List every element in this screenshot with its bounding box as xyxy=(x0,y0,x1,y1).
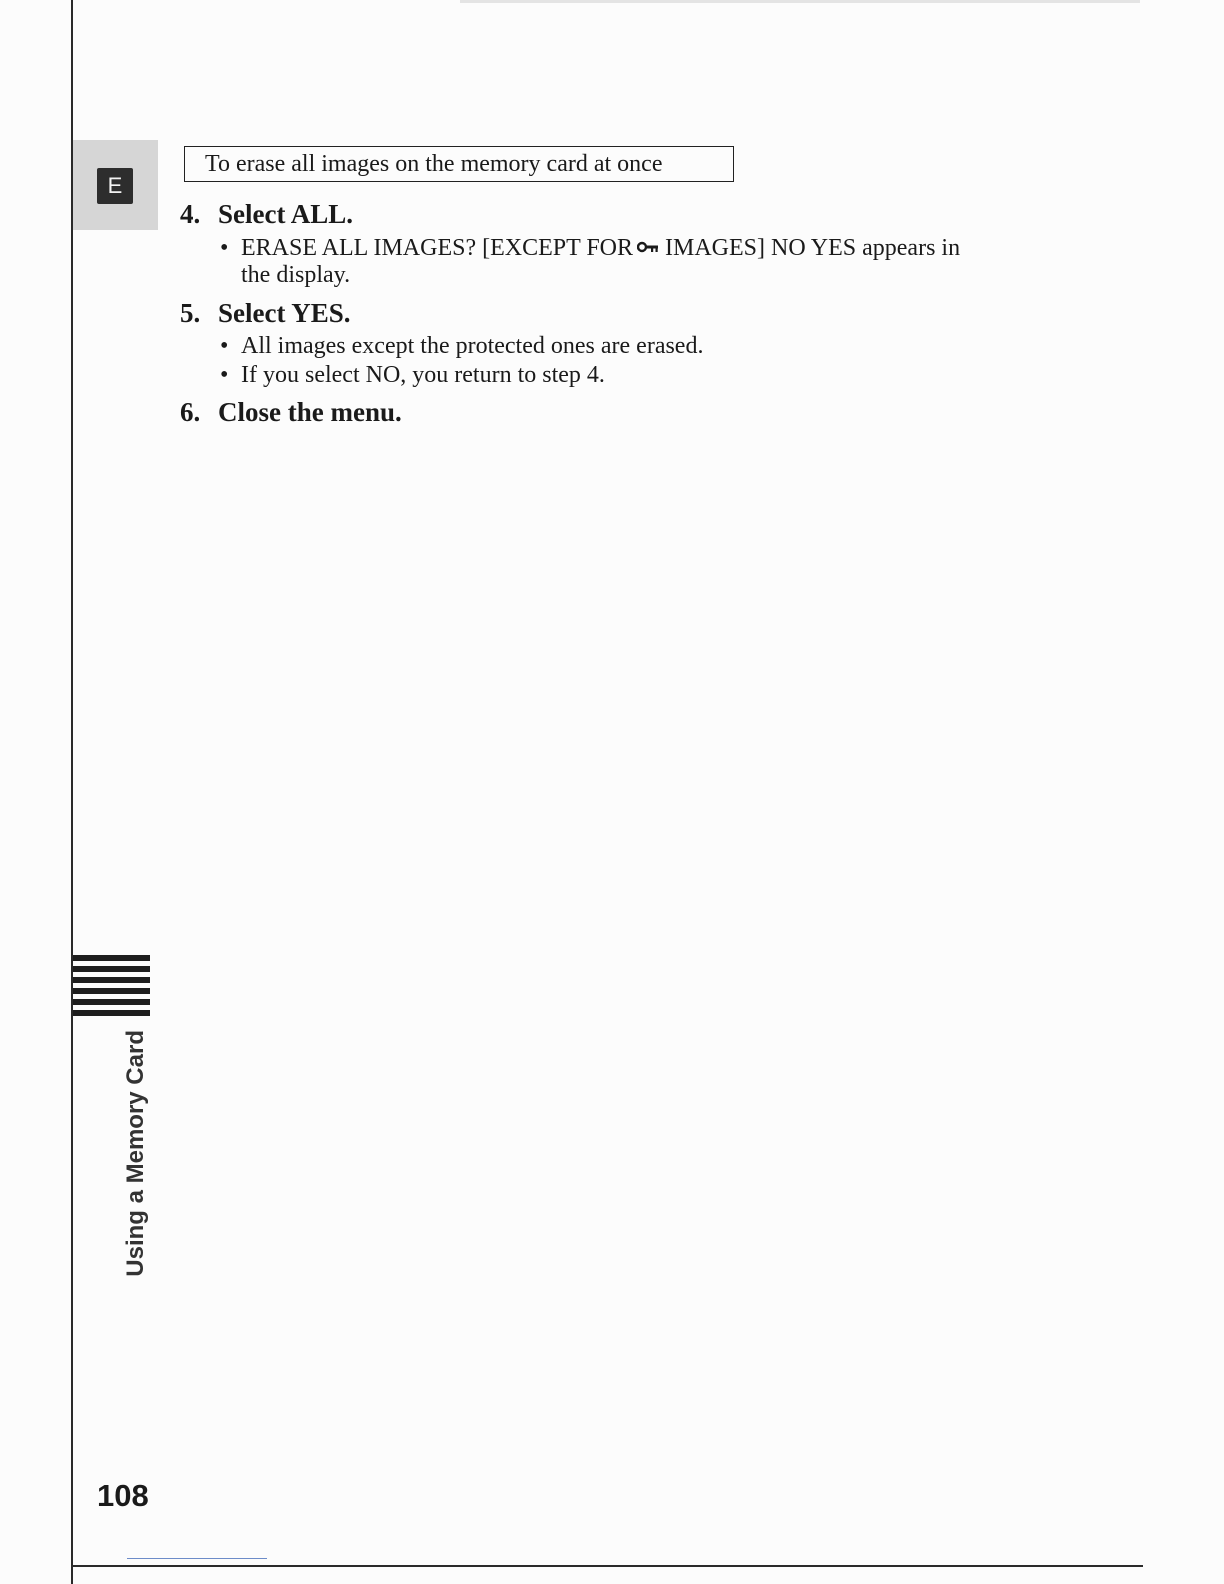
step-5-bullet-1 xyxy=(220,333,703,360)
top-edge-shadow xyxy=(460,0,1140,3)
step-4 xyxy=(180,198,353,230)
page-number: 108 xyxy=(97,1478,149,1513)
chapter-bar xyxy=(73,999,150,1005)
step-6 xyxy=(180,396,402,428)
chapter-title-text: Using a Memory Card xyxy=(122,1030,149,1277)
bullet-dot: • xyxy=(220,362,229,388)
step-title: Select YES. xyxy=(218,298,351,328)
chapter-bar xyxy=(73,988,150,994)
bullet-text: All images except the protected ones are erased. xyxy=(241,333,704,359)
chapter-bar xyxy=(73,1010,150,1016)
bullet-text: If you select NO, you return to step 4. xyxy=(241,362,605,388)
page-left-rule xyxy=(71,0,73,1584)
step-number: 5. xyxy=(180,298,201,328)
step-title: Select ALL. xyxy=(218,199,353,229)
page-bottom-rule xyxy=(73,1565,1143,1567)
step-5 xyxy=(180,297,350,329)
bullet-text-before-icon: ERASE ALL IMAGES? [EXCEPT FOR xyxy=(241,235,634,261)
step-5-bullet-2 xyxy=(220,362,605,389)
chapter-bar xyxy=(73,966,150,972)
chapter-marker-bars xyxy=(73,955,150,1021)
bullet-dot: • xyxy=(220,333,229,359)
step-number: 6. xyxy=(180,397,201,427)
protect-key-icon xyxy=(637,241,659,253)
bottom-accent-line xyxy=(127,1558,267,1559)
bullet-dot: • xyxy=(220,235,229,261)
bullet-text-after-icon: IMAGES] NO YES appears in xyxy=(665,235,961,261)
section-heading: To erase all images on the memory card at once xyxy=(184,146,734,182)
chapter-side-title xyxy=(120,1030,152,1280)
step-4-bullet-1 xyxy=(220,235,960,289)
step-number: 4. xyxy=(180,199,201,229)
language-letter: E xyxy=(107,173,123,198)
language-badge xyxy=(97,168,133,204)
chapter-bar xyxy=(73,977,150,983)
bullet-continuation: the display. xyxy=(241,262,351,288)
chapter-bar xyxy=(73,955,150,961)
step-title: Close the menu. xyxy=(218,397,402,427)
